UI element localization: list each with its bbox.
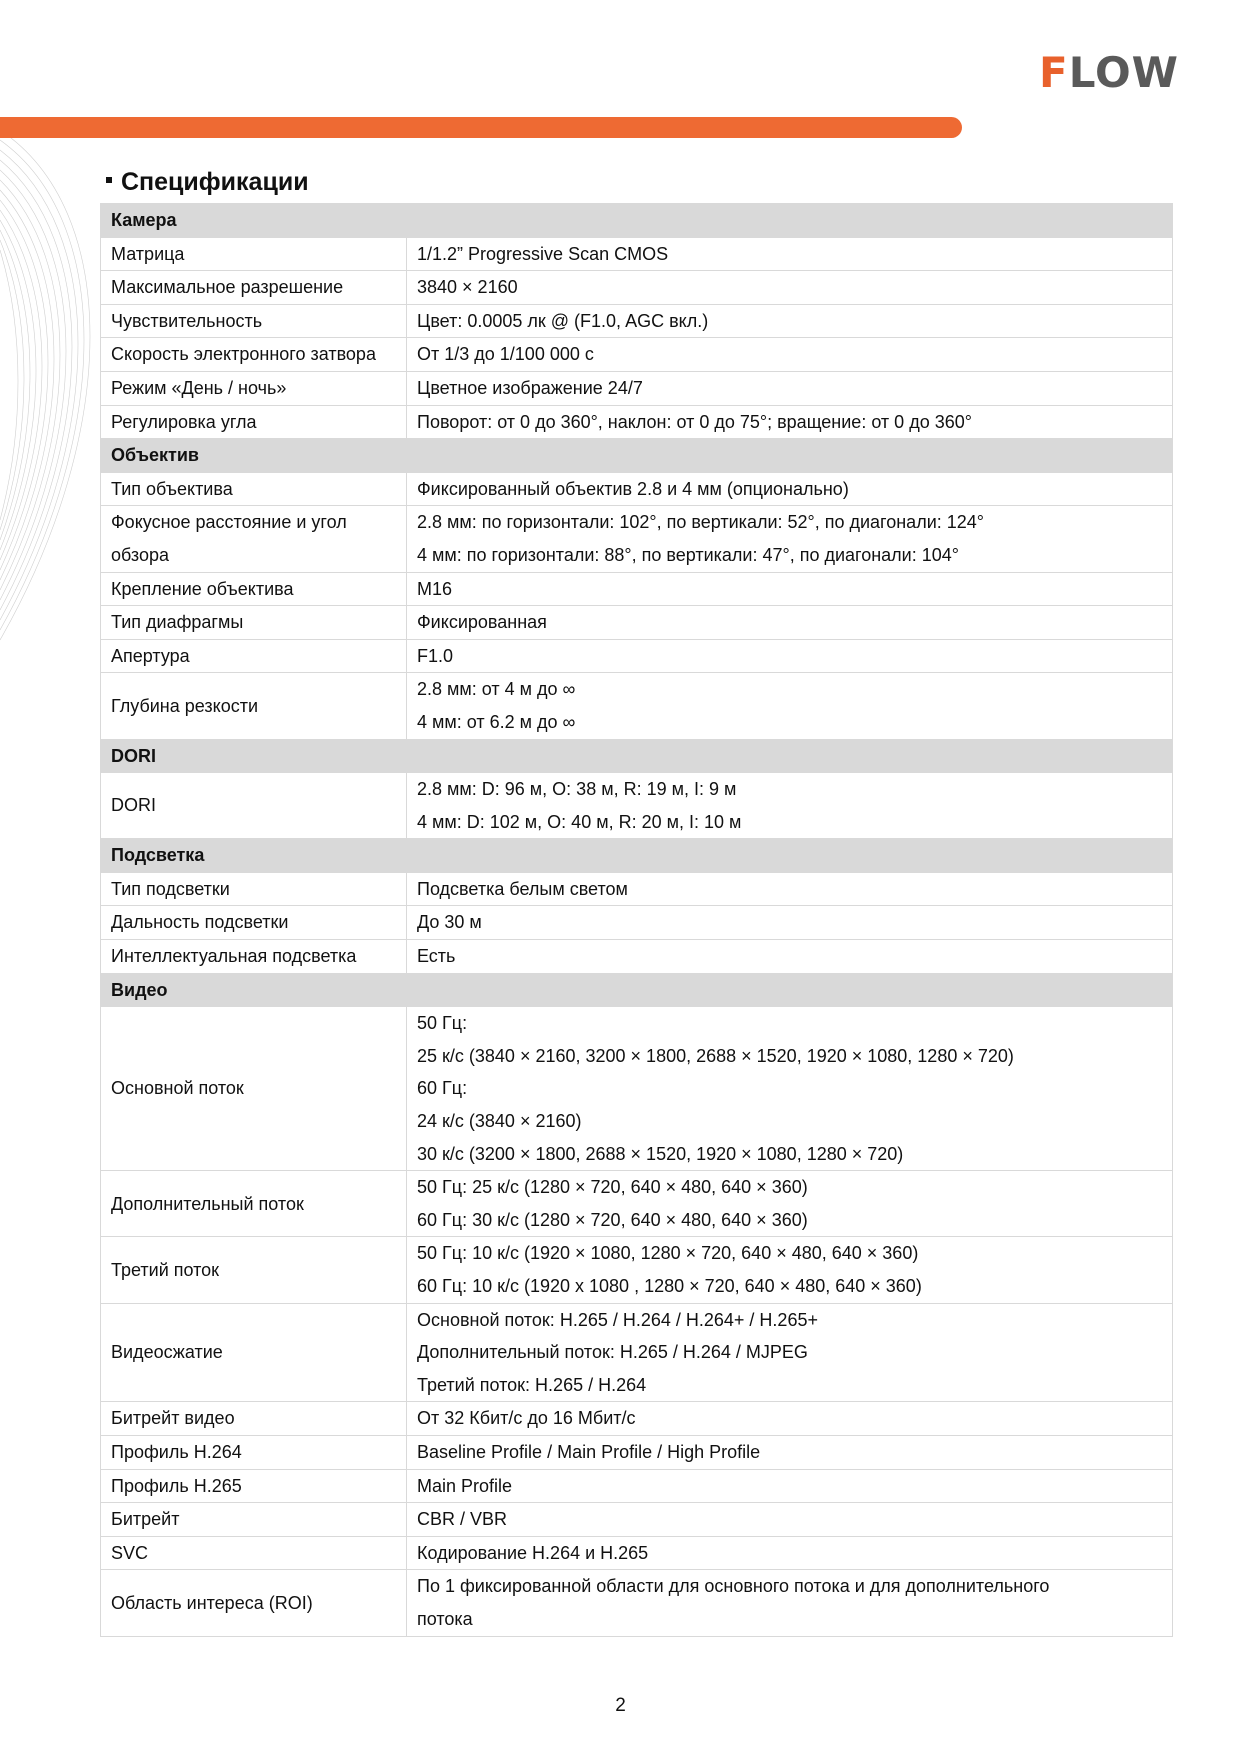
table-row: [101, 338, 1173, 372]
spec-value-line: F1.0: [417, 645, 454, 666]
spec-value-line: От 32 Кбит/с до 16 Мбит/с: [417, 1408, 636, 1429]
spec-value: [407, 338, 1173, 372]
spec-value: [407, 1536, 1173, 1570]
spec-value: [407, 940, 1173, 974]
group-title: DORI: [101, 739, 1173, 773]
table-row: [101, 572, 1173, 606]
spec-value-line: По 1 фиксированной области для основного потока и для дополнительного: [417, 1576, 1050, 1597]
spec-value-line: Третий поток: H.265 / H.264: [417, 1374, 647, 1395]
spec-value-line: 50 Гц:: [417, 1013, 468, 1034]
table-row: [101, 1402, 1173, 1436]
spec-key: SVC: [101, 1536, 407, 1570]
spec-key: Глубина резкости: [101, 673, 407, 739]
spec-key: Крепление объектива: [101, 572, 407, 606]
table-row: [101, 906, 1173, 940]
table-row: [101, 237, 1173, 271]
table-row: [101, 673, 1173, 739]
spec-value: [407, 572, 1173, 606]
logo-letters-low: LOW: [1068, 48, 1179, 97]
spec-value-line: Фиксированная: [417, 612, 547, 633]
bullet-icon: [106, 177, 112, 183]
table-row: [101, 271, 1173, 305]
logo-letter-f: F: [1039, 48, 1069, 97]
spec-value-line: Поворот: от 0 до 360°, наклон: от 0 до 75°; вращение: от 0 до 360°: [417, 411, 972, 432]
spec-key: Тип объектива: [101, 472, 407, 506]
spec-value: [407, 1469, 1173, 1503]
spec-key: Чувствительность: [101, 304, 407, 338]
spec-value-line: потока: [417, 1608, 473, 1629]
spec-value: [407, 1402, 1173, 1436]
spec-key: Регулировка угла: [101, 405, 407, 439]
flow-logo: [1039, 48, 1179, 97]
spec-key: Тип диафрагмы: [101, 606, 407, 640]
page-number: 2: [615, 1695, 626, 1716]
spec-value: [407, 673, 1173, 739]
page-title: [106, 168, 309, 197]
table-row: [101, 506, 1173, 572]
spec-value: [407, 639, 1173, 673]
spec-key: Область интереса (ROI): [101, 1570, 407, 1636]
spec-key: Профиль H.265: [101, 1469, 407, 1503]
spec-key: Интеллектуальная подсветка: [101, 940, 407, 974]
spec-value: [407, 1503, 1173, 1537]
table-group-header: [101, 739, 1173, 773]
spec-value-line: 50 Гц: 25 к/с (1280 × 720, 640 × 480, 640 × 360): [417, 1177, 808, 1198]
spec-value: [407, 271, 1173, 305]
spec-value-line: 4 мм: от 6.2 м до ∞: [417, 711, 576, 732]
spec-value: [407, 472, 1173, 506]
spec-key: Режим «День / ночь»: [101, 371, 407, 405]
spec-value: [407, 405, 1173, 439]
table-group-header: [101, 439, 1173, 473]
table-row: [101, 371, 1173, 405]
spec-value-line: 2.8 мм: D: 96 м, O: 38 м, R: 19 м, I: 9 м: [417, 779, 737, 800]
spec-key: Матрица: [101, 237, 407, 271]
table-row: [101, 1503, 1173, 1537]
spec-key: Битрейт: [101, 1503, 407, 1537]
table-row: [101, 405, 1173, 439]
spec-value: [407, 1303, 1173, 1402]
table-row: [101, 872, 1173, 906]
table-row: [101, 1007, 1173, 1171]
spec-value-line: 50 Гц: 10 к/с (1920 × 1080, 1280 × 720, 640 × 480, 640 × 360): [417, 1243, 919, 1264]
spec-value: [407, 906, 1173, 940]
spec-key: Тип подсветки: [101, 872, 407, 906]
table-row: [101, 1469, 1173, 1503]
spec-value-line: Подсветка белым светом: [417, 878, 628, 899]
spec-value-line: CBR / VBR: [417, 1509, 508, 1530]
table-row: [101, 1536, 1173, 1570]
table-group-header: [101, 204, 1173, 238]
spec-value-line: 24 к/с (3840 × 2160): [417, 1111, 582, 1132]
spec-key: Третий поток: [101, 1237, 407, 1303]
spec-key: Основной поток: [101, 1007, 407, 1171]
group-title: Видео: [101, 973, 1173, 1007]
spec-value-line: 4 мм: по горизонтали: 88°, по вертикали: 47°, по диагонали: 104°: [417, 544, 959, 565]
spec-value: [407, 1007, 1173, 1171]
spec-value: [407, 872, 1173, 906]
spec-value-line: Дополнительный поток: H.265 / H.264 / MJPEG: [417, 1342, 808, 1363]
spec-value-line: Фиксированный объектив 2.8 и 4 мм (опционально): [417, 478, 849, 499]
spec-value-line: 2.8 мм: от 4 м до ∞: [417, 679, 576, 700]
table-row: [101, 940, 1173, 974]
spec-value-line: Цветное изображение 24/7: [417, 377, 643, 398]
table-row: [101, 773, 1173, 839]
spec-value-line: 3840 × 2160: [417, 277, 518, 298]
spec-key: Профиль H.264: [101, 1435, 407, 1469]
table-row: [101, 1435, 1173, 1469]
spec-value-line: Основной поток: H.265 / H.264 / H.264+ / H.265+: [417, 1309, 818, 1330]
spec-value-line: 1/1.2” Progressive Scan CMOS: [417, 243, 669, 264]
spec-value-line: Baseline Profile / Main Profile / High Profile: [417, 1441, 761, 1462]
spec-key: Дополнительный поток: [101, 1171, 407, 1237]
spec-value-line: 4 мм: D: 102 м, O: 40 м, R: 20 м, I: 10 м: [417, 811, 742, 832]
table-row: [101, 1237, 1173, 1303]
spec-key: Апертура: [101, 639, 407, 673]
spec-value: [407, 506, 1173, 572]
group-title: Камера: [101, 204, 1173, 238]
spec-key: Битрейт видео: [101, 1402, 407, 1436]
spec-value: [407, 1570, 1173, 1636]
table-group-header: [101, 839, 1173, 873]
spec-key: DORI: [101, 773, 407, 839]
table-row: [101, 1570, 1173, 1636]
spec-value: [407, 1435, 1173, 1469]
specifications-table: [100, 203, 1173, 1637]
spec-value: [407, 304, 1173, 338]
spec-key: Скорость электронного затвора: [101, 338, 407, 372]
spec-value-line: 30 к/с (3200 × 1800, 2688 × 1520, 1920 × 1080, 1280 × 720): [417, 1143, 904, 1164]
spec-key: Максимальное разрешение: [101, 271, 407, 305]
spec-value-line: От 1/3 до 1/100 000 с: [417, 344, 594, 365]
specifications-table-body: [101, 204, 1173, 1637]
spec-key: Фокусное расстояние и угол обзора: [101, 506, 407, 572]
spec-value: [407, 237, 1173, 271]
spec-value: [407, 1237, 1173, 1303]
spec-key: Видеосжатие: [101, 1303, 407, 1402]
spec-value-line: 60 Гц: 30 к/с (1280 × 720, 640 × 480, 640 × 360): [417, 1209, 808, 1230]
spec-value: [407, 606, 1173, 640]
group-title: Объектив: [101, 439, 1173, 473]
header-accent-bar: [0, 117, 962, 138]
table-row: [101, 606, 1173, 640]
spec-value: [407, 371, 1173, 405]
spec-value-line: Кодирование H.264 и H.265: [417, 1542, 649, 1563]
group-title: Подсветка: [101, 839, 1173, 873]
spec-value-line: До 30 м: [417, 912, 482, 933]
page-title-text: Спецификации: [121, 168, 309, 196]
spec-value-line: 2.8 мм: по горизонтали: 102°, по вертикали: 52°, по диагонали: 124°: [417, 512, 984, 533]
table-row: [101, 1303, 1173, 1402]
spec-value-line: Цвет: 0.0005 лк @ (F1.0, AGC вкл.): [417, 310, 709, 331]
table-row: [101, 1171, 1173, 1237]
spec-key: Дальность подсветки: [101, 906, 407, 940]
spec-value-line: M16: [417, 578, 453, 599]
spec-value-line: 60 Гц:: [417, 1078, 468, 1099]
spec-value: [407, 773, 1173, 839]
table-row: [101, 304, 1173, 338]
spec-value: [407, 1171, 1173, 1237]
spec-value-line: Main Profile: [417, 1475, 513, 1496]
table-row: [101, 472, 1173, 506]
table-group-header: [101, 973, 1173, 1007]
spec-value-line: 25 к/с (3840 × 2160, 3200 × 1800, 2688 × 1520, 1920 × 1080, 1280 × 720): [417, 1045, 1014, 1066]
table-row: [101, 639, 1173, 673]
spec-value-line: Есть: [417, 946, 456, 967]
spec-value-line: 60 Гц: 10 к/с (1920 x 1080 , 1280 × 720, 640 × 480, 640 × 360): [417, 1276, 922, 1296]
